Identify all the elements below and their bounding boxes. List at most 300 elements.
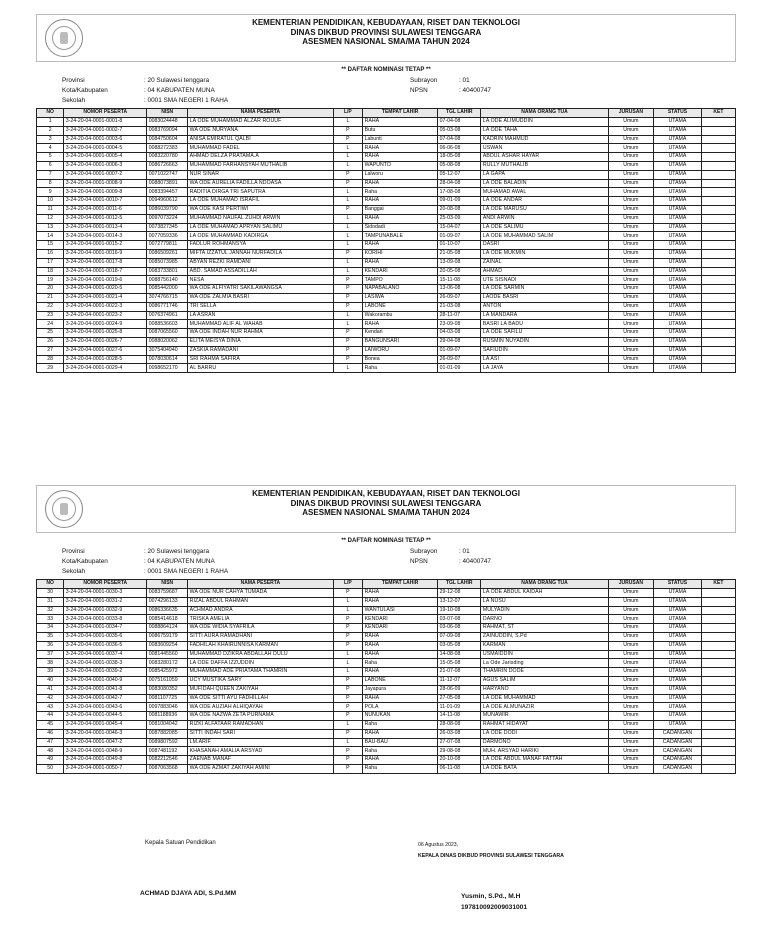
table-row xyxy=(37,135,736,144)
no-cell: 13 xyxy=(37,223,64,232)
gender-cell: L xyxy=(333,659,363,668)
major-cell: Umum xyxy=(608,676,653,685)
birth-date-cell: 28-11-07 xyxy=(438,311,481,320)
npsn-label: NPSN xyxy=(410,558,428,565)
major-cell: Umum xyxy=(608,232,653,241)
nisn-cell: 0081107725 xyxy=(147,694,188,703)
major-cell: Umum xyxy=(608,223,653,232)
no-cell: 50 xyxy=(37,764,64,773)
participant-name-cell: SITTI AURA RAMADHANI xyxy=(188,632,333,641)
gender-cell: P xyxy=(333,302,363,311)
participant-name-cell: ANISA EMIRATUL QALBI xyxy=(188,135,333,144)
birth-place-cell: RAHA xyxy=(363,258,438,267)
gender-cell: P xyxy=(333,285,363,294)
column-header: NAMA PESERTA xyxy=(188,109,333,118)
participant-table-2 xyxy=(36,579,736,774)
birth-place-cell: RAHA xyxy=(363,241,438,250)
gender-cell: P xyxy=(333,329,363,338)
table-row xyxy=(37,276,736,285)
parent-name-cell: BASRI LA BADU xyxy=(481,320,608,329)
status-cell: UTAMA xyxy=(654,685,702,694)
participant-name-cell: MUHAMMAD FADEL xyxy=(188,144,333,153)
parent-name-cell: AHMAD xyxy=(481,267,608,276)
birth-place-cell: Wakorambu xyxy=(363,311,438,320)
birth-date-cell: 14-08-08 xyxy=(438,650,481,659)
birth-date-cell: 01-09-07 xyxy=(438,346,481,355)
table-row xyxy=(37,302,736,311)
birth-date-cell: 01-01-09 xyxy=(438,364,481,373)
table-row xyxy=(37,668,736,677)
participant-number-cell: 3-24-20-04-0001-0010-7 xyxy=(64,197,147,206)
birth-place-cell: RAHA xyxy=(363,650,438,659)
column-header: NAMA ORANG TUA xyxy=(481,109,608,118)
table-row xyxy=(37,756,736,765)
major-cell: Umum xyxy=(608,355,653,364)
subrayon-value: : 01 xyxy=(459,77,470,84)
no-cell: 35 xyxy=(37,632,64,641)
table-row xyxy=(37,729,736,738)
column-header: NOMOR PESERTA xyxy=(64,109,147,118)
gender-cell: L xyxy=(333,267,363,276)
sekolah-value: : 0001 SMA NEGERI 1 RAHA xyxy=(144,568,229,575)
table-row xyxy=(37,641,736,650)
kota-label: Kota/Kabupaten xyxy=(62,558,108,565)
gender-cell: P xyxy=(333,624,363,633)
note-cell xyxy=(701,346,735,355)
nisn-cell: 0087882085 xyxy=(147,729,188,738)
note-cell xyxy=(701,694,735,703)
participant-number-cell: 3-24-20-04-0001-0047-2 xyxy=(64,738,147,747)
note-cell xyxy=(701,659,735,668)
gender-cell: P xyxy=(333,276,363,285)
birth-date-cell: 06-11-08 xyxy=(438,764,481,773)
participant-name-cell: LA ASRAN xyxy=(188,311,333,320)
note-cell xyxy=(701,293,735,302)
participant-number-cell: 3-24-20-04-0001-0050-7 xyxy=(64,764,147,773)
birth-place-cell: Jayapura xyxy=(363,685,438,694)
nisn-cell: 0078030614 xyxy=(147,355,188,364)
participant-name-cell: RIZAL ABDUL RAHMAN xyxy=(188,597,333,606)
column-header: TEMPAT LAHIR xyxy=(363,109,438,118)
header-event: ASESMEN NASIONAL SMA/MA TAHUN 2024 xyxy=(302,37,470,46)
participant-name-cell: MUFIDAH QUEEN ZAKIYAH xyxy=(188,685,333,694)
parent-name-cell: RUSMIN NUYADIN xyxy=(481,337,608,346)
note-cell xyxy=(701,285,735,294)
participant-name-cell: ZASKIA RAMADANI xyxy=(188,346,333,355)
birth-date-cell: 20-05-08 xyxy=(438,267,481,276)
nisn-cell: 0086336635 xyxy=(147,606,188,615)
nisn-cell: 0083759687 xyxy=(147,589,188,598)
birth-date-cell: 28-08-08 xyxy=(438,720,481,729)
gender-cell: P xyxy=(333,712,363,721)
major-cell: Umum xyxy=(608,659,653,668)
nisn-cell: 0097073224 xyxy=(147,214,188,223)
table-row xyxy=(37,712,736,721)
note-cell xyxy=(701,188,735,197)
status-cell: UTAMA xyxy=(654,197,702,206)
status-cell: UTAMA xyxy=(654,703,702,712)
participant-name-cell: FADHILAH KHAIRUNNISA KARMAN xyxy=(188,641,333,650)
school-info xyxy=(36,74,736,108)
parent-name-cell: LA ODE DODI xyxy=(481,729,608,738)
no-cell: 4 xyxy=(37,144,64,153)
major-cell: Umum xyxy=(608,703,653,712)
note-cell xyxy=(701,615,735,624)
participant-number-cell: 3-24-20-04-0001-0016-9 xyxy=(64,249,147,258)
participant-number-cell: 3-24-20-04-0001-0015-2 xyxy=(64,241,147,250)
no-cell: 33 xyxy=(37,615,64,624)
table-row xyxy=(37,589,736,598)
note-cell xyxy=(701,589,735,598)
participant-name-cell: NUR SINAR xyxy=(188,170,333,179)
nisn-cell: 0088272383 xyxy=(147,144,188,153)
no-cell: 38 xyxy=(37,659,64,668)
sekolah-label: Sekolah xyxy=(62,568,86,575)
birth-place-cell: TAMPO xyxy=(363,276,438,285)
participant-table-1 xyxy=(36,108,736,373)
no-cell: 44 xyxy=(37,712,64,721)
column-header: L/P xyxy=(333,109,363,118)
status-cell: UTAMA xyxy=(654,214,702,223)
table-row xyxy=(37,694,736,703)
birth-place-cell: Lalworu xyxy=(363,170,438,179)
column-header: L/P xyxy=(333,580,363,589)
table-row xyxy=(37,597,736,606)
birth-place-cell: NUNUKAN xyxy=(363,712,438,721)
major-cell: Umum xyxy=(608,764,653,773)
no-cell: 32 xyxy=(37,606,64,615)
nisn-cell: 0083280172 xyxy=(147,659,188,668)
gender-cell: L xyxy=(333,214,363,223)
participant-name-cell: SRI RAHMA SAFIRA xyxy=(188,355,333,364)
table-row xyxy=(37,144,736,153)
header-ministry: KEMENTERIAN PENDIDIKAN, KEBUDAYAAN, RISET DAN TEKNOLOGI xyxy=(252,489,520,498)
parent-name-cell: RAHMAT HIDAYAT xyxy=(481,720,608,729)
school-info xyxy=(36,545,736,579)
gender-cell: L xyxy=(333,144,363,153)
no-cell: 22 xyxy=(37,302,64,311)
parent-name-cell: MUHAMAD AWAL xyxy=(481,188,608,197)
npsn-label: NPSN xyxy=(410,87,428,94)
column-header: NAMA PESERTA xyxy=(188,580,333,589)
participant-number-cell: 3-24-20-04-0001-0041-8 xyxy=(64,685,147,694)
status-cell: CADANGAN xyxy=(654,756,702,765)
list-subtitle: ** DAFTAR NOMINASI TETAP ** xyxy=(341,67,431,73)
birth-place-cell: Raha xyxy=(363,720,438,729)
note-cell xyxy=(701,329,735,338)
participant-name-cell: WA ODE NAZWA ZETA PURNAMA xyxy=(188,712,333,721)
nisn-cell: 0086771746 xyxy=(147,302,188,311)
status-cell: UTAMA xyxy=(654,223,702,232)
note-cell xyxy=(701,118,735,127)
status-cell: UTAMA xyxy=(654,249,702,258)
status-cell: UTAMA xyxy=(654,329,702,338)
birth-date-cell: 05-08-08 xyxy=(438,161,481,170)
participant-name-cell: MIFTA IZZATUL JANNAH NURFADILA xyxy=(188,249,333,258)
header-event: ASESMEN NASIONAL SMA/MA TAHUN 2024 xyxy=(302,508,470,517)
npsn-value: : 40400747 xyxy=(459,87,491,94)
participant-number-cell: 3-24-20-04-0001-0012-5 xyxy=(64,214,147,223)
participant-number-cell: 3-24-20-04-0001-0040-9 xyxy=(64,676,147,685)
nisn-cell: 0087481192 xyxy=(147,747,188,756)
participant-name-cell: WA ODE NURYANA xyxy=(188,126,333,135)
participant-name-cell: ABYAN REZKI RAMDANI xyxy=(188,258,333,267)
birth-place-cell: RAHA xyxy=(363,197,438,206)
nisn-cell: 0098652170 xyxy=(147,364,188,373)
nisn-cell: 0072779811 xyxy=(147,241,188,250)
column-header: NAMA ORANG TUA xyxy=(481,580,608,589)
status-cell: CADANGAN xyxy=(654,738,702,747)
parent-name-cell: HARYANO xyxy=(481,685,608,694)
no-cell: 25 xyxy=(37,329,64,338)
table-row xyxy=(37,258,736,267)
note-cell xyxy=(701,632,735,641)
table-row xyxy=(37,615,736,624)
birth-place-cell: RAHA xyxy=(363,641,438,650)
status-cell: UTAMA xyxy=(654,144,702,153)
birth-date-cell: 23-09-08 xyxy=(438,320,481,329)
note-cell xyxy=(701,197,735,206)
participant-name-cell: KHASANAH AMALIA ARSYAD xyxy=(188,747,333,756)
birth-date-cell: 28-04-08 xyxy=(438,179,481,188)
status-cell: UTAMA xyxy=(654,355,702,364)
gender-cell: L xyxy=(333,232,363,241)
table-row xyxy=(37,249,736,258)
status-cell: UTAMA xyxy=(654,179,702,188)
no-cell: 14 xyxy=(37,232,64,241)
participant-name-cell: RADITIA DIRGA TRI SAPUTRA xyxy=(188,188,333,197)
birth-date-cell: 03-06-08 xyxy=(438,624,481,633)
gender-cell: P xyxy=(333,126,363,135)
participant-name-cell: WA ODE WIDIA SYAFRILA xyxy=(188,624,333,633)
no-cell: 41 xyxy=(37,685,64,694)
column-header: JURUSAN xyxy=(608,580,653,589)
parent-name-cell: AGUS SALIM xyxy=(481,676,608,685)
nisn-cell: 0084750604 xyxy=(147,135,188,144)
table-row xyxy=(37,764,736,773)
no-cell: 24 xyxy=(37,320,64,329)
table-row xyxy=(37,311,736,320)
gender-cell: L xyxy=(333,364,363,373)
major-cell: Umum xyxy=(608,153,653,162)
gender-cell: P xyxy=(333,179,363,188)
major-cell: Umum xyxy=(608,346,653,355)
status-cell: UTAMA xyxy=(654,285,702,294)
table-row xyxy=(37,337,736,346)
major-cell: Umum xyxy=(608,756,653,765)
birth-place-cell: Raha xyxy=(363,659,438,668)
no-cell: 2 xyxy=(37,126,64,135)
provinsi-value: : 20 Sulawesi tenggara xyxy=(144,548,210,555)
letterhead xyxy=(36,485,736,533)
major-cell: Umum xyxy=(608,161,653,170)
subrayon-value: : 01 xyxy=(459,548,470,555)
participant-name-cell: LA ODE MUHAMMAD KADIRGA xyxy=(188,232,333,241)
major-cell: Umum xyxy=(608,241,653,250)
no-cell: 20 xyxy=(37,285,64,294)
no-cell: 27 xyxy=(37,346,64,355)
note-cell xyxy=(701,205,735,214)
table-row xyxy=(37,355,736,364)
table-row xyxy=(37,320,736,329)
parent-name-cell: LA ODE ABDUL KAIDAH xyxy=(481,589,608,598)
no-cell: 11 xyxy=(37,205,64,214)
birth-place-cell: Sidodadi xyxy=(363,223,438,232)
no-cell: 30 xyxy=(37,589,64,598)
participant-number-cell: 3-24-20-04-0001-0004-5 xyxy=(64,144,147,153)
participant-number-cell: 3-24-20-04-0001-0032-9 xyxy=(64,606,147,615)
parent-name-cell: RAHMAT, ST xyxy=(481,624,608,633)
note-cell xyxy=(701,729,735,738)
birth-date-cell: 15-05-08 xyxy=(438,659,481,668)
gender-cell: L xyxy=(333,197,363,206)
no-cell: 10 xyxy=(37,197,64,206)
major-cell: Umum xyxy=(608,214,653,223)
nisn-cell: 0085073985 xyxy=(147,258,188,267)
gender-cell: P xyxy=(333,747,363,756)
nisn-cell: 0085414618 xyxy=(147,615,188,624)
no-cell: 42 xyxy=(37,694,64,703)
status-cell: UTAMA xyxy=(654,118,702,127)
participant-number-cell: 3-24-20-04-0001-0035-6 xyxy=(64,632,147,641)
column-header: NO xyxy=(37,109,64,118)
birth-place-cell: Bonea xyxy=(363,355,438,364)
birth-place-cell: BAU-BAU xyxy=(363,738,438,747)
major-cell: Umum xyxy=(608,668,653,677)
parent-name-cell: ANDI ARWIN xyxy=(481,214,608,223)
column-header: KET xyxy=(701,580,735,589)
provinsi-label: Provinsi xyxy=(62,548,85,555)
participant-number-cell: 3-24-20-04-0001-0039-2 xyxy=(64,668,147,677)
participant-number-cell: 3-24-20-04-0001-0013-4 xyxy=(64,223,147,232)
birth-place-cell: Kendari xyxy=(363,329,438,338)
major-cell: Umum xyxy=(608,249,653,258)
note-cell xyxy=(701,738,735,747)
no-cell: 34 xyxy=(37,624,64,633)
status-cell: UTAMA xyxy=(654,205,702,214)
note-cell xyxy=(701,214,735,223)
major-cell: Umum xyxy=(608,285,653,294)
note-cell xyxy=(701,624,735,633)
gender-cell: P xyxy=(333,293,363,302)
status-cell: UTAMA xyxy=(654,624,702,633)
participant-number-cell: 3-24-20-04-0001-0026-7 xyxy=(64,337,147,346)
parent-name-cell: KADRIN MAHMUD xyxy=(481,135,608,144)
note-cell xyxy=(701,276,735,285)
major-cell: Umum xyxy=(608,320,653,329)
gender-cell: P xyxy=(333,337,363,346)
participant-name-cell: WA ODE AZMAT ZAKIYAH AMINI xyxy=(188,764,333,773)
participant-name-cell: WA ODE NUR CAHYA TUMADA xyxy=(188,589,333,598)
participant-number-cell: 3-24-20-04-0001-0048-9 xyxy=(64,747,147,756)
no-cell: 28 xyxy=(37,355,64,364)
column-header: STATUS xyxy=(654,580,702,589)
status-cell: UTAMA xyxy=(654,720,702,729)
gender-cell: L xyxy=(333,606,363,615)
birth-place-cell: RAHA xyxy=(363,729,438,738)
note-cell xyxy=(701,267,735,276)
school-head-title: Kepala Satuan Pendidikan xyxy=(145,840,216,846)
status-cell: CADANGAN xyxy=(654,729,702,738)
major-cell: Umum xyxy=(608,641,653,650)
major-cell: Umum xyxy=(608,615,653,624)
nisn-cell: 0087063568 xyxy=(147,764,188,773)
nisn-cell: 0086726663 xyxy=(147,161,188,170)
no-cell: 43 xyxy=(37,703,64,712)
parent-name-cell: LA ODE SAFILU xyxy=(481,329,608,338)
table-row xyxy=(37,720,736,729)
signature-date: 06 Agustus 2023, xyxy=(418,842,459,848)
gender-cell: L xyxy=(333,258,363,267)
parent-name-cell: LA ODE ABDUL MANAF FATTAH xyxy=(481,756,608,765)
participant-number-cell: 3-24-20-04-0001-0008-9 xyxy=(64,179,147,188)
table-row xyxy=(37,346,736,355)
birth-date-cell: 01-10-07 xyxy=(438,241,481,250)
gender-cell: L xyxy=(333,223,363,232)
no-cell: 45 xyxy=(37,720,64,729)
kota-value: : 04 KABUPATEN MUNA xyxy=(144,558,215,565)
note-cell xyxy=(701,720,735,729)
participant-number-cell: 3-24-20-04-0001-0019-6 xyxy=(64,276,147,285)
note-cell xyxy=(701,747,735,756)
parent-name-cell: SAFIUDIN xyxy=(481,346,608,355)
birth-date-cell: 21-03-08 xyxy=(438,302,481,311)
major-cell: Umum xyxy=(608,135,653,144)
birth-place-cell: RAHA xyxy=(363,589,438,598)
table-row xyxy=(37,285,736,294)
status-cell: UTAMA xyxy=(654,606,702,615)
participant-number-cell: 3-24-20-04-0001-0014-3 xyxy=(64,232,147,241)
nisn-cell: 0076374961 xyxy=(147,311,188,320)
note-cell xyxy=(701,712,735,721)
birth-place-cell: RAHA xyxy=(363,632,438,641)
table-row xyxy=(37,747,736,756)
status-cell: CADANGAN xyxy=(654,747,702,756)
status-cell: UTAMA xyxy=(654,364,702,373)
gender-cell: P xyxy=(333,170,363,179)
note-cell xyxy=(701,161,735,170)
parent-name-cell: LA ASI xyxy=(481,355,608,364)
major-cell: Umum xyxy=(608,747,653,756)
participant-name-cell: MUHAMMAD ALIF AL WAHAB xyxy=(188,320,333,329)
participant-number-cell: 3-24-20-04-0001-0007-2 xyxy=(64,170,147,179)
no-cell: 6 xyxy=(37,161,64,170)
parent-name-cell: LA JAYA xyxy=(481,364,608,373)
birth-date-cell: 29-08-08 xyxy=(438,747,481,756)
participant-name-cell: TRI SELLA xyxy=(188,302,333,311)
nisn-cell: 0087065560 xyxy=(147,329,188,338)
gender-cell: L xyxy=(333,720,363,729)
participant-number-cell: 3-24-20-04-0001-0021-4 xyxy=(64,293,147,302)
status-cell: UTAMA xyxy=(654,126,702,135)
major-cell: Umum xyxy=(608,179,653,188)
table-row xyxy=(37,188,736,197)
sheet-page-2 xyxy=(36,485,736,774)
note-cell xyxy=(701,764,735,773)
note-cell xyxy=(701,676,735,685)
nisn-cell: 3074766715 xyxy=(147,293,188,302)
provinsi-value: : 20 Sulawesi tenggara xyxy=(144,77,210,84)
major-cell: Umum xyxy=(608,311,653,320)
gender-cell: L xyxy=(333,738,363,747)
column-header: TEMPAT LAHIR xyxy=(363,580,438,589)
participant-number-cell: 3-24-20-04-0001-0042-7 xyxy=(64,694,147,703)
table-row xyxy=(37,170,736,179)
note-cell xyxy=(701,320,735,329)
table-row xyxy=(37,153,736,162)
birth-place-cell: RAHA xyxy=(363,153,438,162)
status-cell: UTAMA xyxy=(654,712,702,721)
